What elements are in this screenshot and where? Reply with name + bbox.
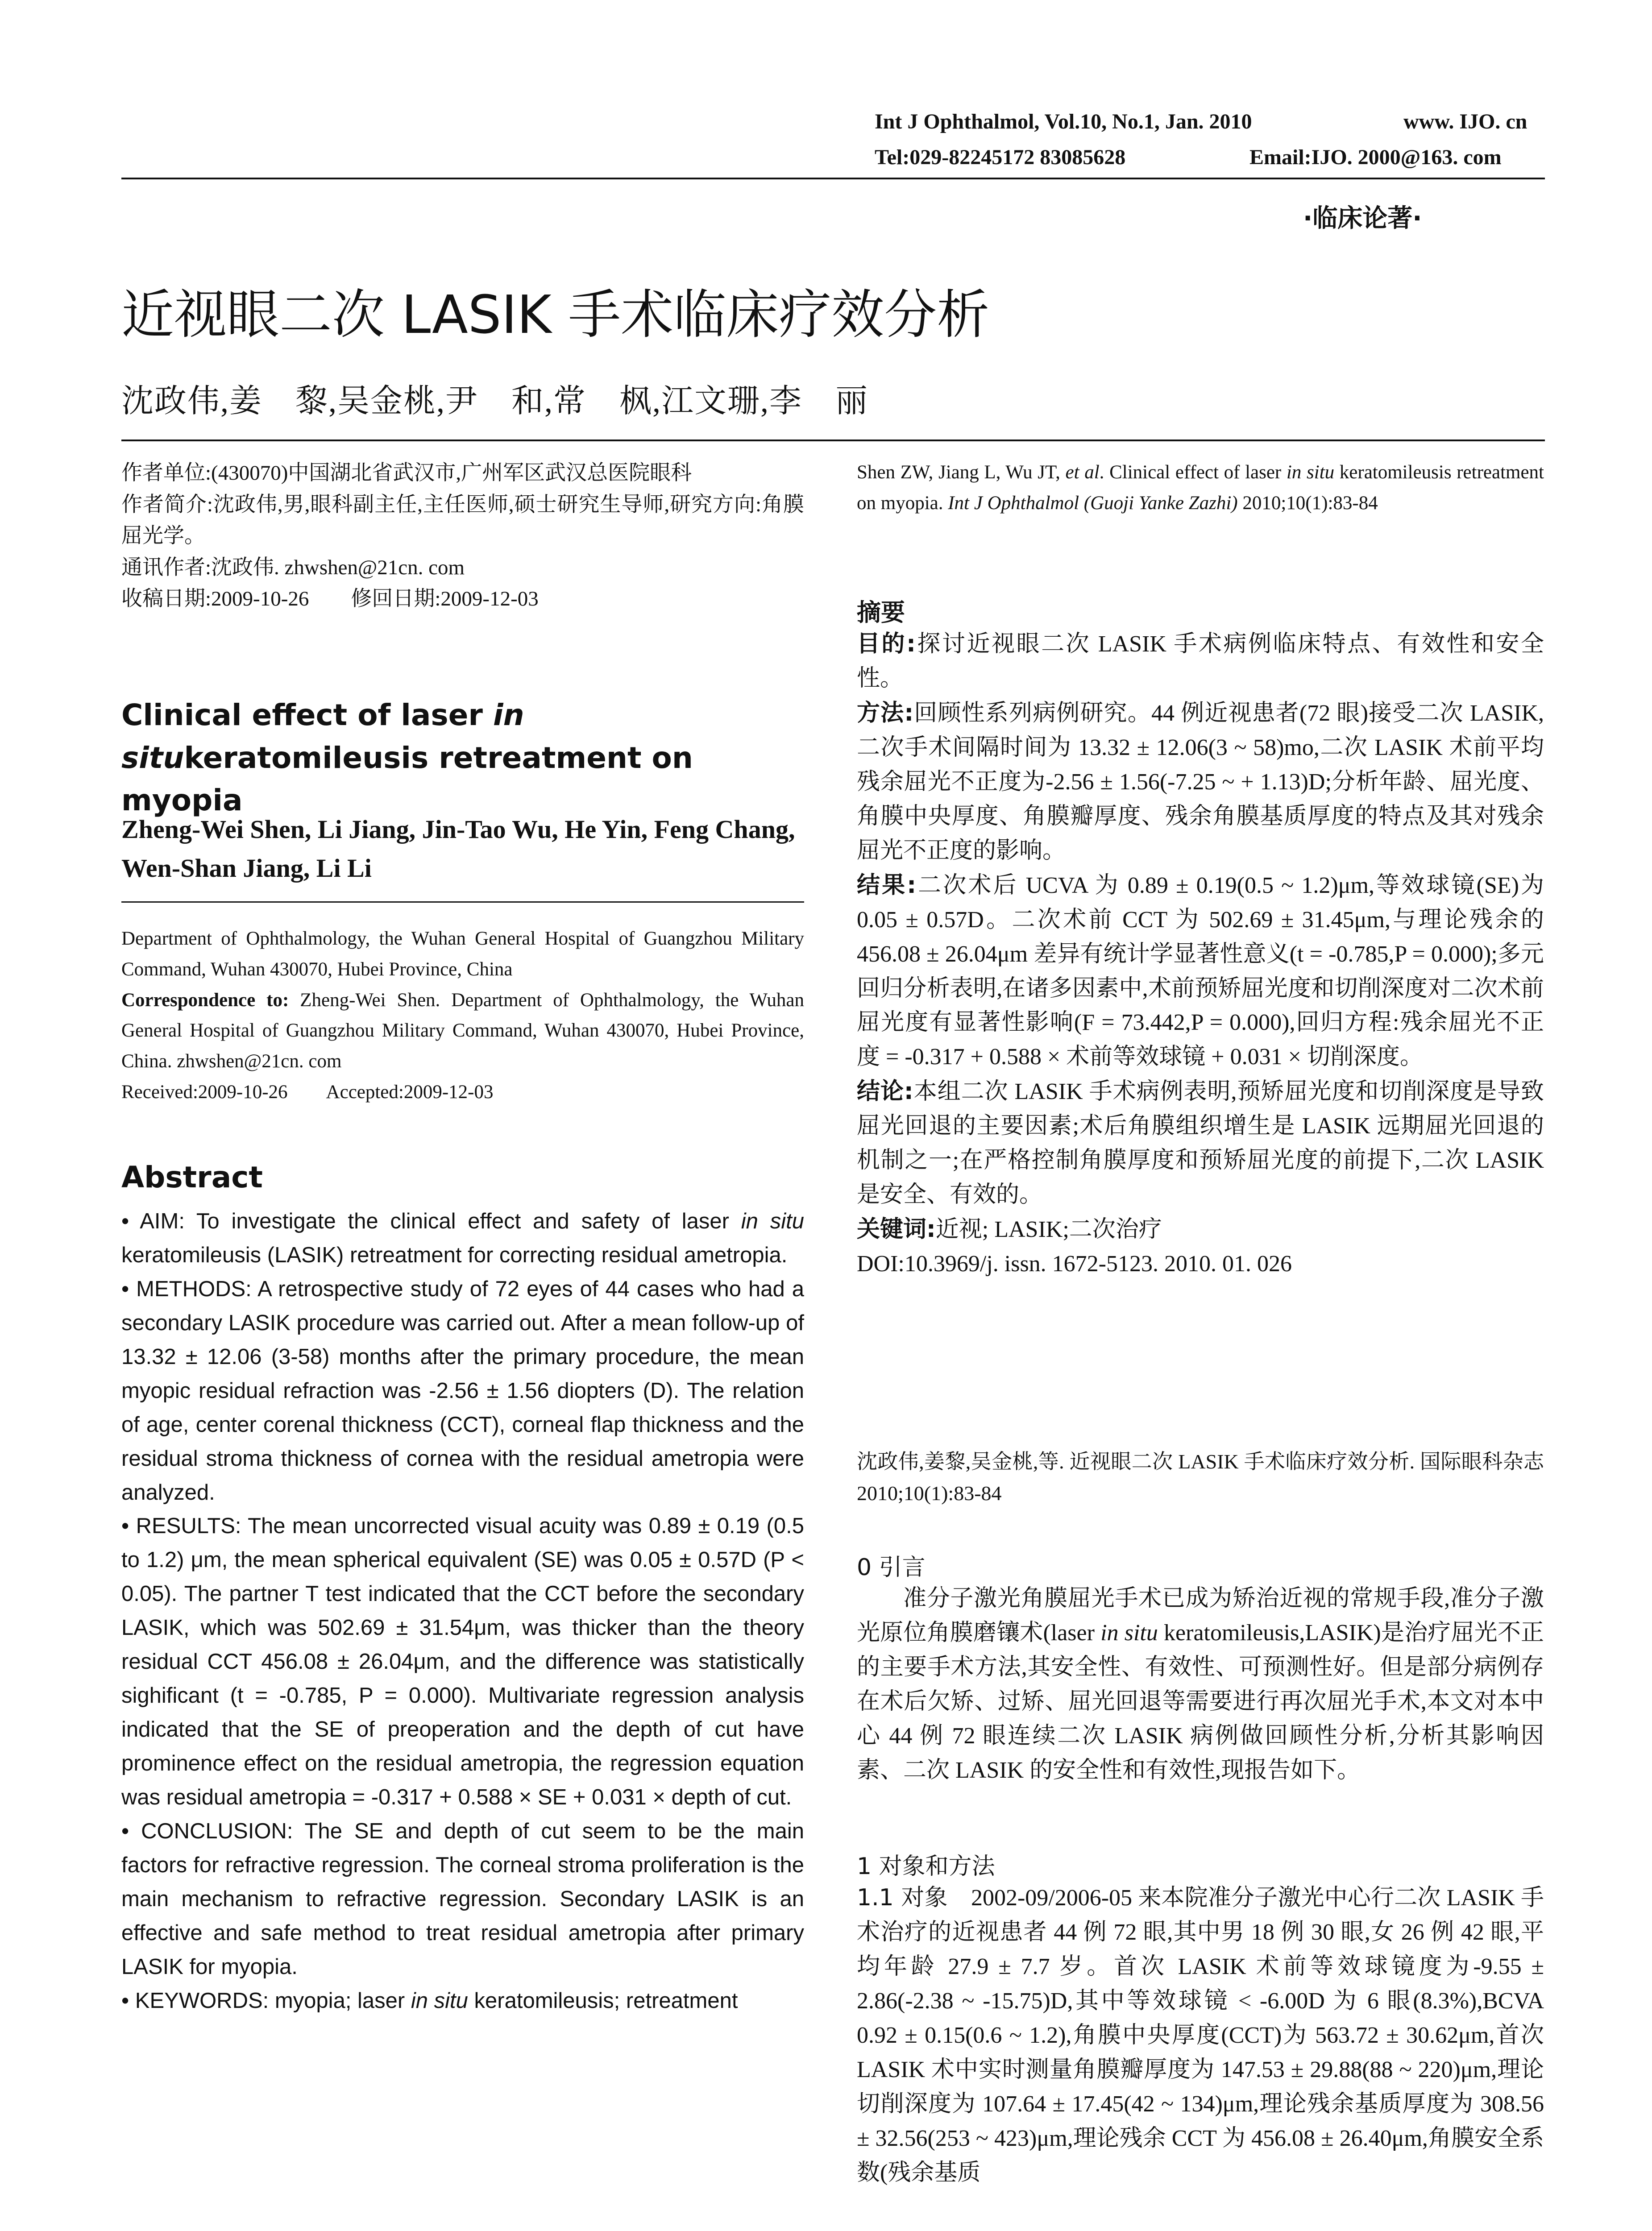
correspondence-en (121, 985, 804, 1077)
intro-text-a: 准分子激光角膜屈光手术已成为矫治近视的常规手段,准分子激光原位角膜磨镶术(laser (857, 1586, 1544, 1646)
abstract-cn-results (857, 868, 1544, 1075)
cite-etal: et al (1065, 462, 1100, 483)
section1-body: 2002-09/2006-05 来本院准分子激光中心行二次 LASIK 手术治疗的近视患者 44 例 72 眼,其中男 18 例 30 眼,女 26 例 42 眼,平均年龄 27.9 ± 7.7 岁。首次 LASIK 术前等效球镜度为-9.55 ± 2.86(-2.38 ~ -15.75)D,其中等效球镜 < -6.00D 为 6 眼(8.3%),BCVA 0.92 ± 0.15(0.6 ~ 1.2),角膜中央厚度(CCT)为 563.72 ± 30.62μm,首次 LASIK 术中实时测量角膜瓣厚度为 147.53 ± 29.88(88 ~ 220)μm,理论切削深度为 107.64 ± 17.45(42 ~ 134)μm,理论残余基质厚度为 308.56 ± 32.56(253 ~ 423)μm,理论残余 CCT 为 456.08 ± 26.40μm,角膜安全系数(残余基质 (857, 1885, 1544, 2185)
abstract-kw-italic: in situ (411, 1988, 468, 2013)
journal-email: Email:IJO. 2000@163. com (1249, 145, 1502, 169)
title-en-part1: Clinical effect of laser (121, 698, 493, 732)
intro-text (857, 1582, 1544, 1788)
dates-cn: 收稿日期:2009-10-26 修回日期:2009-12-03 (121, 587, 539, 610)
received-en: Received:2009-10-26 Accepted:2009-12-03 (121, 1081, 494, 1103)
abstract-results: • RESULTS: The mean uncorrected visual acuity was 0.89 ± 0.19 (0.5 to 1.2) μm, the mean spherical equivalent (SE) was 0.05 ± 0.57D (P < 0.05). The partner T test indicated that the CCT before the secondary LASIK, which was 502.69 ± 31.54μm, was thicker than the theory residual CCT 456.08 ± 26.04μm, and the difference was statistically sighificant (t = -0.785, P = 0.000). Multivariate regression analysis indicated that the SE of preoperation and the depth of cut have prominence effect on the residual ametropia, the regression equation was residual ametropia = -0.317 + 0.588 × SE + 0.031 × depth of cut. (121, 1514, 804, 1809)
abstract-cn-conclusion-text: 本组二次 LASIK 手术病例表明,预矫屈光度和切削深度是导致屈光回退的主要因素;术后角膜组织增生是 LASIK 远期屈光回退的机制之一;在严格控制角膜厚度和预矫屈光度的前提下,二次 LASIK 是安全、有效的。 (857, 1079, 1544, 1208)
authors-en: Zheng-Wei Shen, Li Jiang, Jin-Tao Wu, He Yin, Feng Chang, Wen-Shan Jiang, Li Li (121, 815, 795, 883)
title-en-italic: in situ (121, 698, 524, 775)
cite-b: . Clinical effect of laser (1099, 462, 1287, 483)
abstract-cn (857, 627, 1544, 1281)
journal-tel: Tel:029-82245172 83085628 (875, 145, 1126, 169)
department-en: Department of Ophthalmology, the Wuhan General Hospital of Guangzhou Military Command, Wuhan 430070, Hubei Province, China (121, 928, 804, 980)
abstract-cn-aim (857, 627, 1544, 696)
abstract-en (121, 1205, 804, 2018)
section1-heading: 1 对象和方法 (857, 1853, 995, 1880)
abstract-cn-aim-label: 目的: (857, 630, 916, 657)
abstract-kw-a: • KEYWORDS: myopia; laser (121, 1988, 411, 2013)
title-rule (121, 440, 1545, 441)
abstract-methods: • METHODS: A retrospective study of 72 eyes of 44 cases who had a secondary LASIK procedure was carried out. After a mean follow-up of 13.32 ± 12.06 (3-58) months after the primary procedure, the mean myopic residual refraction was -2.56 ± 1.56 diopters (D). The relation of age, center corenal thickness (CCT), corneal flap thickness and the residual stroma thickness of cornea with the residual ametropia were analyzed. (121, 1277, 804, 1505)
article-title-en (121, 694, 804, 822)
authors-cn: 沈政伟,姜 黎,吴金桃,尹 和,常 枫,江文珊,李 丽 (121, 383, 869, 419)
cite-a: Shen ZW, Jiang L, Wu JT, (857, 462, 1066, 483)
abstract-aim-a: • AIM: To investigate the clinical effect and safety of laser (121, 1209, 741, 1233)
intro-text-b: keratomileusis,LASIK)是治疗屈光不正的主要手术方法,其安全性、有效性、可预测性好。但是部分病例存在术后欠矫、过矫、屈光回退等需要进行再次屈光手术,本文对本中心 44 例 72 眼连续二次 LASIK 病例做回顾性分析,分析其影响因素、二次 LASIK 的安全性和有效性,现报告如下。 (857, 1620, 1544, 1783)
abstract-cn-conclusion-label: 结论: (857, 1078, 913, 1105)
abstract-conclusion: • CONCLUSION: The SE and depth of cut seem to be the main factors for refractive regression. The corneal stroma proliferation is the main mechanism to refractive regression. Secondary LASIK is an effective and safe method to treat residual ametropia after primary LASIK for myopia. (121, 1819, 804, 1979)
abstract-cn-methods (857, 696, 1544, 868)
abstract-cn-conclusion (857, 1074, 1544, 1212)
abstract-cn-results-text: 二次术后 UCVA 为 0.89 ± 0.19(0.5 ~ 1.2)μm,等效球镜(SE)为 0.05 ± 0.57D。二次术前 CCT 为 502.69 ± 31.45μm,与理论残余的 456.08 ± 26.04μm 差异有统计学显著性意义(t = -0.785,P = 0.000);多元回归分析表明,在诸多因素中,术前预矫屈光度和切削深度对二次术前屈光度有显著性影响(F = 73.442,P = 0.000),回归方程:残余屈光不正度 = -0.317 + 0.588 × 术前等效球镜 + 0.031 × 切削深度。 (857, 872, 1544, 1070)
abstract-cn-kw-text: 近视; LASIK;二次治疗 (935, 1217, 1162, 1243)
abstract-cn-methods-label: 方法: (857, 699, 914, 726)
corresponding-author-cn: 通讯作者:沈政伟. zhwshen@21cn. com (121, 556, 465, 579)
section1-text (857, 1881, 1544, 2190)
cite-d: 2010;10(1):83-84 (1237, 492, 1378, 514)
doi: DOI:10.3969/j. issn. 1672-5123. 2010. 01. 026 (857, 1251, 1292, 1277)
section1-sub-label: 1.1 对象 (857, 1884, 948, 1911)
abstract-cn-kw-label: 关键词: (857, 1216, 936, 1243)
abstract-cn-results-label: 结果: (857, 871, 917, 899)
abstract-cn-aim-text: 探讨近视眼二次 LASIK 手术病例临床特点、有效性和安全性。 (857, 631, 1544, 691)
article-title-cn: 近视眼二次 LASIK 手术临床疗效分析 (121, 284, 990, 345)
abstract-aim-b: keratomileusis (LASIK) retreatment for correcting residual ametropia. (121, 1243, 788, 1267)
journal-line: Int J Ophthalmol, Vol.10, No.1, Jan. 2010 (875, 110, 1252, 133)
abstract-cn-heading: 摘要 (857, 598, 905, 626)
abstract-aim (121, 1205, 804, 1273)
abstract-cn-keywords (857, 1212, 1544, 1247)
affiliation-unit: 作者单位:(430070)中国湖北省武汉市,广州军区武汉总医院眼科 (121, 461, 692, 485)
cite-italic: in situ (1286, 462, 1335, 483)
abstract-aim-italic: in situ (741, 1209, 804, 1233)
abstract-keywords (121, 1984, 804, 2018)
affiliation-block (121, 457, 804, 615)
cite-c: keratomileusis retreatment on myopia. (857, 462, 1544, 514)
correspondence-text: Zheng-Wei Shen. Department of Ophthalmology, the Wuhan General Hospital of Guangzhou Military Command, Wuhan 430070, Hubei Province, China. zhwshen@21cn. com (121, 989, 804, 1072)
correspondence-label: Correspondence to: (121, 989, 289, 1011)
abstract-cn-methods-text: 回顾性系列病例研究。44 例近视患者(72 眼)接受二次 LASIK,二次手术间隔时间为 13.32 ± 12.06(3 ~ 58)mo,二次 LASIK 术前平均残余屈光不正度为-2.56 ± 1.56(-7.25 ~ + 1.13)D;分析年龄、屈光度、角膜中央厚度、角膜瓣厚度、残余角膜基质厚度的特点及其对残余屈光不正度的影响。 (857, 700, 1544, 863)
intro-heading: 0 引言 (857, 1554, 926, 1581)
citation-en (857, 457, 1544, 519)
affiliation-en-block (121, 924, 804, 1108)
citation-cn: 沈政伟,姜黎,吴金桃,等. 近视眼二次 LASIK 手术临床疗效分析. 国际眼科杂志 2010;10(1):83-84 (857, 1450, 1544, 1505)
intro-text-italic: in situ (1100, 1620, 1158, 1646)
authors-rule (121, 901, 804, 903)
cite-journal: Int J Ophthalmol (Guoji Yanke Zazhi) (948, 492, 1238, 514)
journal-website: www. IJO. cn (1403, 110, 1527, 133)
author-bio: 作者简介:沈政伟,男,眼科副主任,主任医师,硕士研究生导师,研究方向:角膜屈光学。 (121, 493, 804, 547)
section-label: ·临床论著· (1303, 204, 1422, 233)
abstract-kw-b: keratomileusis; retreatment (468, 1988, 738, 2013)
abstract-en-heading: Abstract (121, 1160, 263, 1194)
title-en-part2: keratomileusis retreatment on myopia (121, 740, 693, 818)
header-rule (121, 178, 1545, 179)
